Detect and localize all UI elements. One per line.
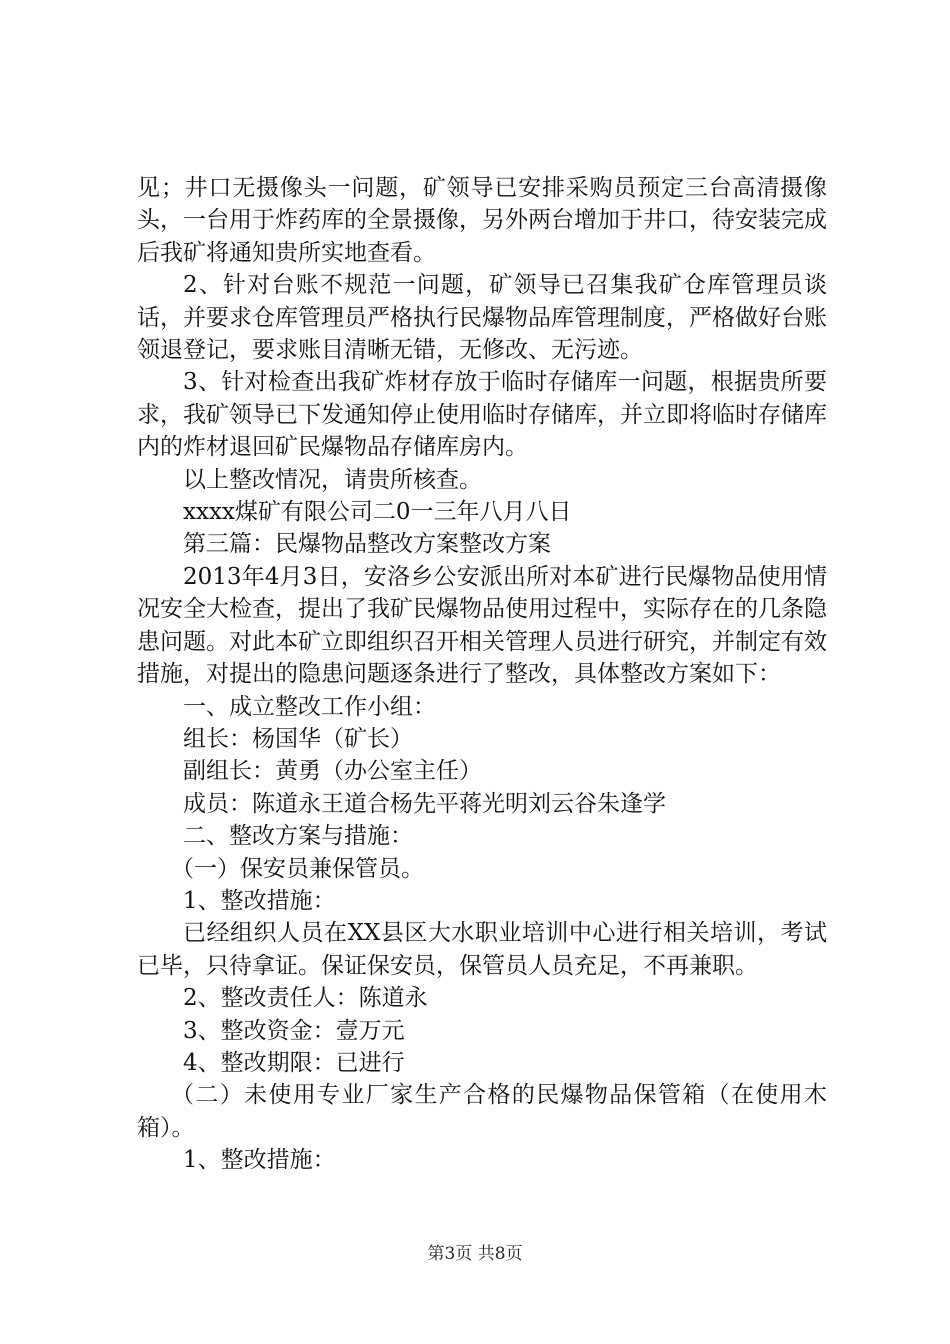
paragraph: 见；井口无摄像头一问题，矿领导已安排采购员预定三台高清摄像头，一台用于炸药库的全景摄像，另外两台增加于井口，待安装完成后我矿将通知贵所实地查看。 — [137, 175, 827, 266]
page-number-footer: 第3页 共8页 — [427, 1244, 523, 1264]
paragraph: 2013年4月3日，安洛乡公安派出所对本矿进行民爆物品使用情况安全大检查，提出了我矿民爆物品使用过程中，实际存在的几条隐患问题。对此本矿立即组织召开相关管理人员进行研究，并制定有效措施，对提出的隐患问题逐条进行了整改，具体整改方案如下： — [137, 563, 827, 688]
paragraph: 3、针对检查出我矿炸材存放于临时存储库一问题，根据贵所要求，我矿领导已下发通知停止使用临时存储库，并立即将临时存储库内的炸材退回矿民爆物品存储库房内。 — [137, 369, 827, 461]
paragraph: 成员：陈道永王道合杨先平蒋光明刘云谷朱逢学 — [183, 790, 666, 817]
paragraph: 2、针对台账不规范一问题，矿领导已召集我矿仓库管理员谈话，并要求仓库管理员严格执行民爆物品库管理制度，严格做好台账领退登记，要求账目清晰无错，无修改、无污迹。 — [137, 272, 827, 364]
paragraph: 2、整改责任人：陈道永 — [183, 985, 428, 1012]
paragraph: 组长：杨国华（矿长） — [183, 725, 413, 752]
paragraph: 副组长：黄勇（办公室主任） — [183, 758, 482, 785]
paragraph: 已经组织人员在XX县区大水职业培训中心进行相关培训，考试已毕，只待拿证。保证保安员，保管员人员充足，不再兼职。 — [137, 920, 827, 979]
section-title: 第三篇：民爆物品整改方案整改方案 — [183, 531, 551, 558]
paragraph: 4、整改期限：已进行 — [183, 1049, 405, 1076]
paragraph: 1、整改措施： — [183, 887, 336, 914]
paragraph: 以上整改情况，请贵所核查。 — [183, 466, 482, 493]
document-body — [137, 172, 827, 1177]
paragraph: 二、整改方案与措施： — [183, 823, 413, 850]
paragraph: 3、整改资金：壹万元 — [183, 1017, 405, 1044]
paragraph: 1、整改措施： — [183, 1147, 336, 1174]
paragraph: 一、成立整改工作小组： — [183, 693, 436, 720]
paragraph: （二）未使用专业厂家生产合格的民爆物品保管箱（在使用木箱）。 — [137, 1082, 827, 1141]
paragraph: （一）保安员兼保管员。 — [171, 855, 424, 882]
signature-line: xxxx煤矿有限公司二0一三年八月八日 — [183, 499, 572, 526]
